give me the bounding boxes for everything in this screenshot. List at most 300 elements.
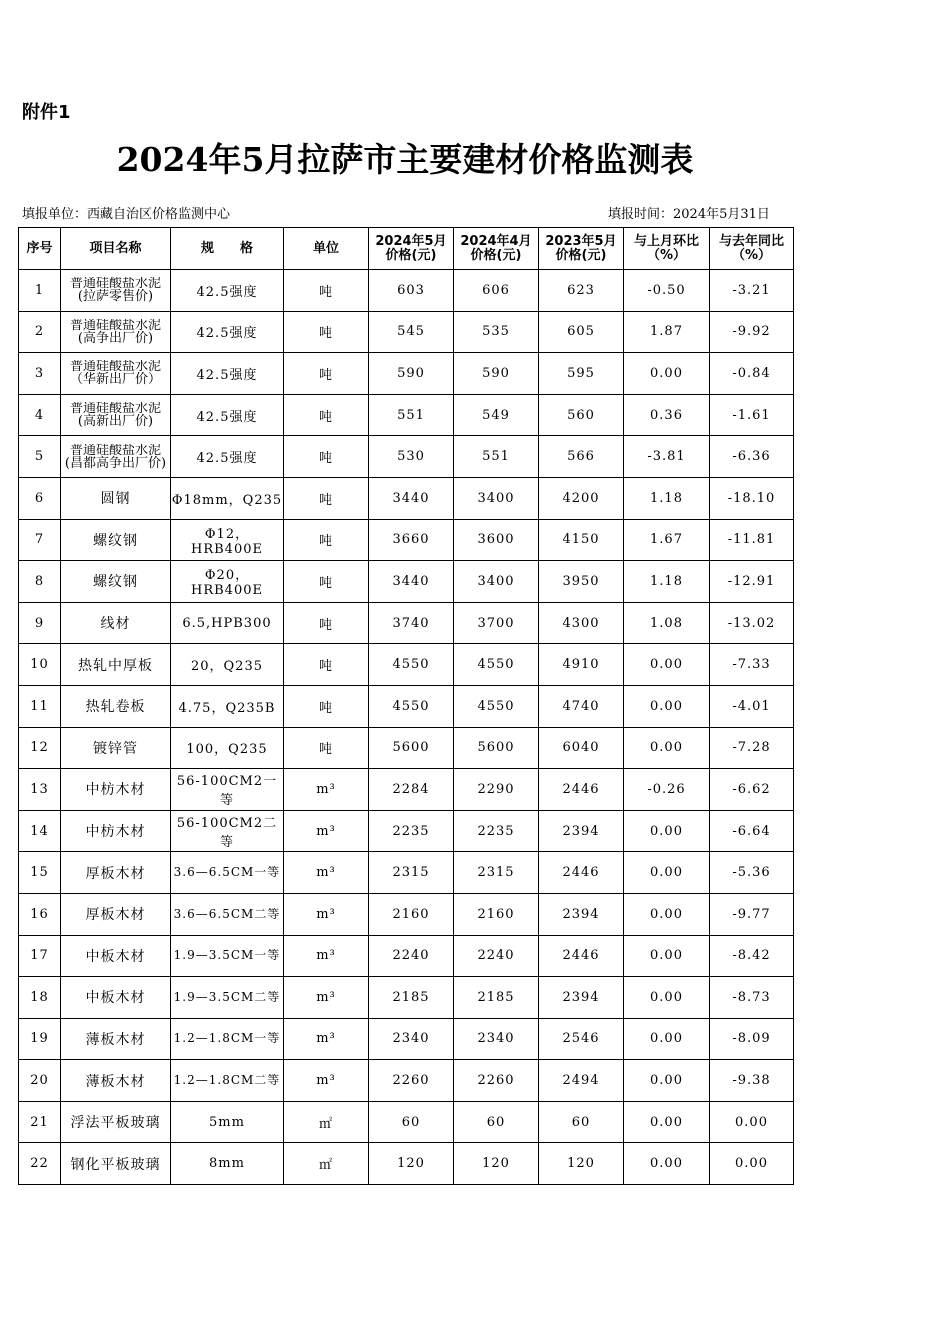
- cell-seq-text: 9: [34, 615, 45, 631]
- cell-yoy: [710, 353, 794, 395]
- cell-mom-text: 0.00: [650, 698, 683, 714]
- cell-seq-text: 10: [30, 657, 49, 673]
- cell-unit: [284, 602, 369, 644]
- cell-apr2024-text: 4550: [477, 698, 515, 714]
- cell-mom-text: 0.00: [650, 823, 683, 839]
- cell-mom-text: -0.26: [647, 781, 686, 797]
- cell-apr2024: [454, 935, 539, 977]
- cell-may2023-text: 3950: [562, 573, 600, 589]
- cell-name: [61, 893, 171, 935]
- cell-spec: [171, 644, 284, 686]
- cell-unit-text: 吨: [318, 492, 333, 508]
- cell-may2024: [369, 685, 454, 727]
- cell-yoy-text: -8.42: [732, 948, 771, 964]
- cell-may2023: [539, 977, 624, 1019]
- cell-may2023: [539, 893, 624, 935]
- cell-apr2024: [454, 977, 539, 1019]
- cell-unit: [284, 893, 369, 935]
- header-mom: 与上月环比（%）: [624, 228, 710, 270]
- cell-spec: [171, 727, 284, 769]
- table-row: [19, 519, 794, 561]
- cell-name-text: 薄板木材: [85, 1073, 146, 1090]
- cell-mom: [624, 644, 710, 686]
- table-row: [19, 394, 794, 436]
- cell-mom: [624, 769, 710, 811]
- cell-spec-text: 5mm: [209, 1114, 245, 1130]
- cell-spec: [171, 810, 284, 852]
- cell-apr2024-text: 590: [482, 365, 510, 381]
- cell-mom: [624, 893, 710, 935]
- cell-seq-text: 12: [30, 740, 49, 756]
- cell-unit-text: 吨: [318, 326, 333, 342]
- cell-name: [61, 852, 171, 894]
- cell-name-text: 普通硅酸盐水泥(高新出厂价): [69, 402, 161, 429]
- cell-seq: [19, 602, 61, 644]
- cell-spec-text: 1.2—1.8CM一等: [173, 1032, 281, 1046]
- cell-yoy: [710, 519, 794, 561]
- cell-spec: [171, 1018, 284, 1060]
- cell-apr2024-text: 549: [482, 407, 510, 423]
- cell-name: [61, 727, 171, 769]
- cell-mom: [624, 852, 710, 894]
- table-row: [19, 1018, 794, 1060]
- reporting-date: 填报时间：2024年5月31日: [608, 207, 770, 222]
- cell-seq-text: 14: [30, 823, 49, 839]
- cell-unit-text: m³: [316, 906, 336, 922]
- cell-name-text: 中板木材: [85, 948, 146, 965]
- cell-apr2024-text: 3700: [477, 615, 515, 631]
- header-seq: 序号: [19, 228, 61, 270]
- cell-unit-text: 吨: [318, 700, 333, 716]
- cell-yoy: [710, 810, 794, 852]
- cell-may2023: [539, 1101, 624, 1143]
- cell-mom: [624, 353, 710, 395]
- cell-name-text: 钢化平板玻璃: [70, 1156, 161, 1173]
- cell-may2023-text: 4150: [562, 532, 600, 548]
- cell-may2024-text: 4550: [392, 657, 430, 673]
- cell-apr2024: [454, 477, 539, 519]
- cell-spec-text: 100，Q235: [186, 742, 268, 758]
- cell-yoy-text: -11.81: [727, 532, 776, 548]
- cell-mom: [624, 602, 710, 644]
- cell-may2024-text: 2185: [392, 989, 430, 1005]
- cell-unit: [284, 519, 369, 561]
- cell-spec-text: 42.5强度: [196, 326, 258, 342]
- cell-yoy-text: 0.00: [735, 1114, 768, 1130]
- cell-apr2024: [454, 519, 539, 561]
- cell-unit-text: 吨: [318, 451, 333, 467]
- cell-seq-text: 2: [34, 324, 45, 340]
- cell-seq: [19, 977, 61, 1019]
- cell-yoy: [710, 893, 794, 935]
- cell-name-text: 厚板木材: [85, 865, 146, 882]
- cell-unit: [284, 394, 369, 436]
- cell-name: [61, 353, 171, 395]
- cell-yoy: [710, 1018, 794, 1060]
- cell-mom: [624, 1143, 710, 1185]
- cell-may2023-text: 4200: [562, 490, 600, 506]
- cell-name: [61, 519, 171, 561]
- cell-yoy: [710, 270, 794, 312]
- cell-name-text: 普通硅酸盐水泥(高争出厂价): [69, 318, 161, 345]
- cell-yoy: [710, 436, 794, 478]
- cell-name-text: 线材: [100, 616, 131, 633]
- cell-yoy-text: -4.01: [732, 698, 771, 714]
- cell-name: [61, 1060, 171, 1102]
- cell-yoy-text: -9.92: [732, 324, 771, 340]
- cell-yoy: [710, 561, 794, 603]
- cell-seq: [19, 561, 61, 603]
- cell-may2024: [369, 852, 454, 894]
- cell-spec-text: 20，Q235: [190, 659, 263, 675]
- table-row: [19, 270, 794, 312]
- cell-may2024-text: 2160: [392, 906, 430, 922]
- table-row: [19, 977, 794, 1019]
- cell-may2023: [539, 602, 624, 644]
- cell-spec-text: 1.9—3.5CM二等: [173, 990, 281, 1004]
- cell-unit: [284, 727, 369, 769]
- cell-spec: [171, 394, 284, 436]
- cell-seq: [19, 477, 61, 519]
- cell-yoy-text: -7.28: [732, 740, 771, 756]
- cell-mom: [624, 1018, 710, 1060]
- cell-spec: [171, 977, 284, 1019]
- cell-apr2024: [454, 893, 539, 935]
- cell-may2023-text: 120: [567, 1156, 595, 1172]
- cell-mom: [624, 394, 710, 436]
- cell-mom: [624, 519, 710, 561]
- cell-apr2024-text: 606: [482, 282, 510, 298]
- cell-may2023-text: 566: [567, 449, 595, 465]
- cell-spec-text: Φ18mm，Q235: [171, 492, 283, 508]
- cell-apr2024: [454, 561, 539, 603]
- cell-name-text: 热轧卷板: [85, 699, 146, 716]
- cell-may2024-text: 2235: [392, 823, 430, 839]
- cell-seq: [19, 1018, 61, 1060]
- cell-may2023: [539, 935, 624, 977]
- cell-mom-text: 0.00: [650, 1114, 683, 1130]
- cell-may2024-text: 603: [397, 282, 425, 298]
- cell-may2023: [539, 1018, 624, 1060]
- cell-seq-text: 17: [30, 948, 49, 964]
- table-row: [19, 685, 794, 727]
- cell-mom: [624, 1060, 710, 1102]
- cell-may2023: [539, 685, 624, 727]
- cell-may2023-text: 595: [567, 365, 595, 381]
- cell-apr2024-text: 2160: [477, 906, 515, 922]
- cell-may2024: [369, 727, 454, 769]
- cell-may2024-text: 60: [401, 1114, 421, 1130]
- cell-apr2024-text: 3600: [477, 532, 515, 548]
- cell-apr2024-text: 60: [486, 1114, 506, 1130]
- cell-name: [61, 685, 171, 727]
- header-spec: 规 格: [171, 228, 284, 270]
- cell-apr2024: [454, 852, 539, 894]
- cell-may2023-text: 2394: [562, 906, 600, 922]
- cell-apr2024-text: 535: [482, 324, 510, 340]
- cell-may2024-text: 2284: [392, 781, 430, 797]
- cell-may2023: [539, 519, 624, 561]
- cell-yoy: [710, 311, 794, 353]
- table-row: [19, 1060, 794, 1102]
- cell-spec: [171, 311, 284, 353]
- cell-unit: [284, 1060, 369, 1102]
- cell-spec-text: 42.5强度: [196, 409, 258, 425]
- cell-name-text: 薄板木材: [85, 1031, 146, 1048]
- cell-spec: [171, 1143, 284, 1185]
- cell-may2023-text: 2494: [562, 1073, 600, 1089]
- cell-seq-text: 3: [34, 365, 45, 381]
- cell-spec-text: 42.5强度: [196, 284, 258, 300]
- cell-may2023: [539, 769, 624, 811]
- cell-unit: [284, 436, 369, 478]
- cell-mom-text: 0.00: [650, 1073, 683, 1089]
- cell-name: [61, 394, 171, 436]
- cell-apr2024-text: 5600: [477, 740, 515, 756]
- cell-may2024-text: 4550: [392, 698, 430, 714]
- cell-mom: [624, 727, 710, 769]
- cell-name-text: 中板木材: [85, 990, 146, 1007]
- cell-spec: [171, 852, 284, 894]
- cell-apr2024: [454, 810, 539, 852]
- cell-yoy-text: -18.10: [727, 490, 776, 506]
- table-row: [19, 769, 794, 811]
- cell-may2023-text: 560: [567, 407, 595, 423]
- cell-mom: [624, 977, 710, 1019]
- cell-may2023-text: 4910: [562, 657, 600, 673]
- cell-may2024: [369, 519, 454, 561]
- cell-mom-text: 1.18: [650, 573, 683, 589]
- cell-yoy: [710, 977, 794, 1019]
- cell-spec: [171, 1060, 284, 1102]
- cell-mom: [624, 1101, 710, 1143]
- cell-may2024: [369, 935, 454, 977]
- cell-mom-text: 0.00: [650, 657, 683, 673]
- cell-yoy: [710, 852, 794, 894]
- cell-seq: [19, 270, 61, 312]
- cell-apr2024: [454, 311, 539, 353]
- cell-may2024-text: 3660: [392, 532, 430, 548]
- cell-seq: [19, 727, 61, 769]
- cell-apr2024-text: 3400: [477, 490, 515, 506]
- cell-yoy: [710, 1060, 794, 1102]
- cell-mom: [624, 270, 710, 312]
- cell-apr2024: [454, 685, 539, 727]
- cell-mom: [624, 810, 710, 852]
- reporting-unit: 填报单位：西藏自治区价格监测中心: [22, 207, 231, 222]
- cell-apr2024: [454, 644, 539, 686]
- cell-spec: [171, 353, 284, 395]
- cell-seq: [19, 644, 61, 686]
- cell-apr2024: [454, 1143, 539, 1185]
- cell-apr2024-text: 120: [482, 1156, 510, 1172]
- cell-may2024-text: 120: [397, 1156, 425, 1172]
- cell-spec-text: 1.2—1.8CM二等: [173, 1074, 281, 1088]
- cell-may2023: [539, 270, 624, 312]
- cell-may2023: [539, 311, 624, 353]
- cell-may2023-text: 2446: [562, 948, 600, 964]
- cell-seq-text: 21: [30, 1114, 49, 1130]
- cell-yoy-text: -8.73: [732, 989, 771, 1005]
- cell-spec-text: 3.6—6.5CM二等: [173, 907, 281, 921]
- cell-may2023: [539, 394, 624, 436]
- cell-spec: [171, 270, 284, 312]
- cell-seq-text: 11: [30, 698, 49, 714]
- cell-mom-text: 0.00: [650, 906, 683, 922]
- cell-unit-text: m³: [316, 865, 336, 881]
- table-row: [19, 893, 794, 935]
- cell-mom-text: 0.00: [650, 365, 683, 381]
- cell-mom-text: 0.00: [650, 989, 683, 1005]
- cell-seq-text: 13: [30, 781, 49, 797]
- cell-name-text: 螺纹钢: [93, 574, 138, 591]
- cell-may2024: [369, 769, 454, 811]
- header-may2023: 2023年5月价格(元): [539, 228, 624, 270]
- cell-seq-text: 15: [30, 865, 49, 881]
- cell-seq: [19, 685, 61, 727]
- cell-seq: [19, 394, 61, 436]
- table-header-row: [19, 228, 794, 270]
- cell-apr2024: [454, 436, 539, 478]
- cell-may2024: [369, 893, 454, 935]
- cell-seq-text: 7: [34, 532, 45, 548]
- cell-seq: [19, 852, 61, 894]
- cell-unit: [284, 1018, 369, 1060]
- cell-spec: [171, 602, 284, 644]
- cell-mom-text: -3.81: [647, 449, 686, 465]
- cell-may2023-text: 2446: [562, 865, 600, 881]
- cell-may2024: [369, 561, 454, 603]
- cell-unit-text: 吨: [318, 742, 333, 758]
- cell-may2024: [369, 810, 454, 852]
- cell-name: [61, 810, 171, 852]
- cell-unit: [284, 935, 369, 977]
- cell-spec-text: 42.5强度: [196, 367, 258, 383]
- cell-unit: [284, 1101, 369, 1143]
- cell-spec-text: Φ12，HRB400E: [191, 526, 263, 557]
- cell-yoy-text: -3.21: [732, 282, 771, 298]
- cell-may2024: [369, 1101, 454, 1143]
- cell-may2023-text: 4740: [562, 698, 600, 714]
- cell-apr2024: [454, 1101, 539, 1143]
- cell-may2024: [369, 602, 454, 644]
- cell-unit-text: 吨: [318, 534, 333, 550]
- table-body: [19, 270, 794, 1185]
- cell-name-text: 螺纹钢: [93, 532, 138, 549]
- cell-name: [61, 935, 171, 977]
- cell-may2024: [369, 311, 454, 353]
- cell-mom-text: 0.00: [650, 1031, 683, 1047]
- cell-name-text: 厚板木材: [85, 907, 146, 924]
- cell-apr2024-text: 2260: [477, 1073, 515, 1089]
- cell-yoy-text: -13.02: [727, 615, 776, 631]
- cell-may2023-text: 623: [567, 282, 595, 298]
- cell-yoy: [710, 769, 794, 811]
- cell-apr2024: [454, 602, 539, 644]
- header-yoy: 与去年同比（%）: [710, 228, 794, 270]
- cell-may2023-text: 4300: [562, 615, 600, 631]
- cell-name-text: 中枋木材: [85, 824, 146, 841]
- cell-unit-text: m³: [316, 781, 336, 797]
- cell-unit-text: 吨: [318, 284, 333, 300]
- cell-mom-text: 0.00: [650, 948, 683, 964]
- cell-spec: [171, 935, 284, 977]
- cell-yoy: [710, 727, 794, 769]
- cell-may2024-text: 3440: [392, 573, 430, 589]
- cell-mom-text: 1.08: [650, 615, 683, 631]
- cell-mom-text: 1.67: [650, 532, 683, 548]
- cell-unit-text: 吨: [318, 409, 333, 425]
- cell-name-text: 普通硅酸盐水泥（华新出厂价）: [69, 360, 161, 387]
- cell-yoy-text: -7.33: [732, 657, 771, 673]
- table-row: [19, 561, 794, 603]
- cell-spec: [171, 477, 284, 519]
- table-row: [19, 852, 794, 894]
- cell-seq-text: 18: [30, 989, 49, 1005]
- attachment-label: 附件1: [22, 102, 71, 123]
- cell-yoy-text: -5.36: [732, 865, 771, 881]
- cell-yoy: [710, 394, 794, 436]
- cell-may2024: [369, 1060, 454, 1102]
- cell-yoy-text: -12.91: [727, 573, 776, 589]
- cell-seq-text: 16: [30, 906, 49, 922]
- cell-seq: [19, 893, 61, 935]
- cell-unit-text: m³: [316, 989, 336, 1005]
- cell-seq: [19, 810, 61, 852]
- cell-may2024-text: 3740: [392, 615, 430, 631]
- cell-yoy-text: -1.61: [732, 407, 771, 423]
- cell-apr2024: [454, 769, 539, 811]
- cell-spec-text: 6.5,HPB300: [182, 615, 272, 631]
- cell-apr2024-text: 2315: [477, 865, 515, 881]
- table-row: [19, 935, 794, 977]
- cell-mom-text: 1.87: [650, 324, 683, 340]
- header-may2024: 2024年5月价格(元): [369, 228, 454, 270]
- cell-mom-text: 0.36: [650, 407, 683, 423]
- cell-may2023-text: 2546: [562, 1031, 600, 1047]
- cell-name: [61, 270, 171, 312]
- cell-yoy-text: -8.09: [732, 1031, 771, 1047]
- cell-seq: [19, 311, 61, 353]
- cell-yoy: [710, 602, 794, 644]
- cell-apr2024: [454, 727, 539, 769]
- cell-seq-text: 8: [34, 573, 45, 589]
- cell-may2024: [369, 1143, 454, 1185]
- cell-unit-text: m³: [316, 1031, 336, 1047]
- cell-may2024: [369, 644, 454, 686]
- cell-name: [61, 644, 171, 686]
- cell-unit-text: m³: [316, 1073, 336, 1089]
- cell-yoy: [710, 644, 794, 686]
- table-row: [19, 810, 794, 852]
- cell-name: [61, 977, 171, 1019]
- table-row: [19, 727, 794, 769]
- cell-unit: [284, 810, 369, 852]
- cell-apr2024-text: 2340: [477, 1031, 515, 1047]
- cell-may2024-text: 2260: [392, 1073, 430, 1089]
- cell-name-text: 中枋木材: [85, 782, 146, 799]
- cell-may2024-text: 551: [397, 407, 425, 423]
- cell-unit: [284, 644, 369, 686]
- cell-seq: [19, 1101, 61, 1143]
- cell-apr2024-text: 551: [482, 449, 510, 465]
- cell-spec-text: Φ20，HRB400E: [191, 568, 263, 599]
- cell-spec: [171, 519, 284, 561]
- cell-apr2024-text: 4550: [477, 657, 515, 673]
- cell-unit: [284, 685, 369, 727]
- cell-may2024-text: 2340: [392, 1031, 430, 1047]
- cell-spec: [171, 685, 284, 727]
